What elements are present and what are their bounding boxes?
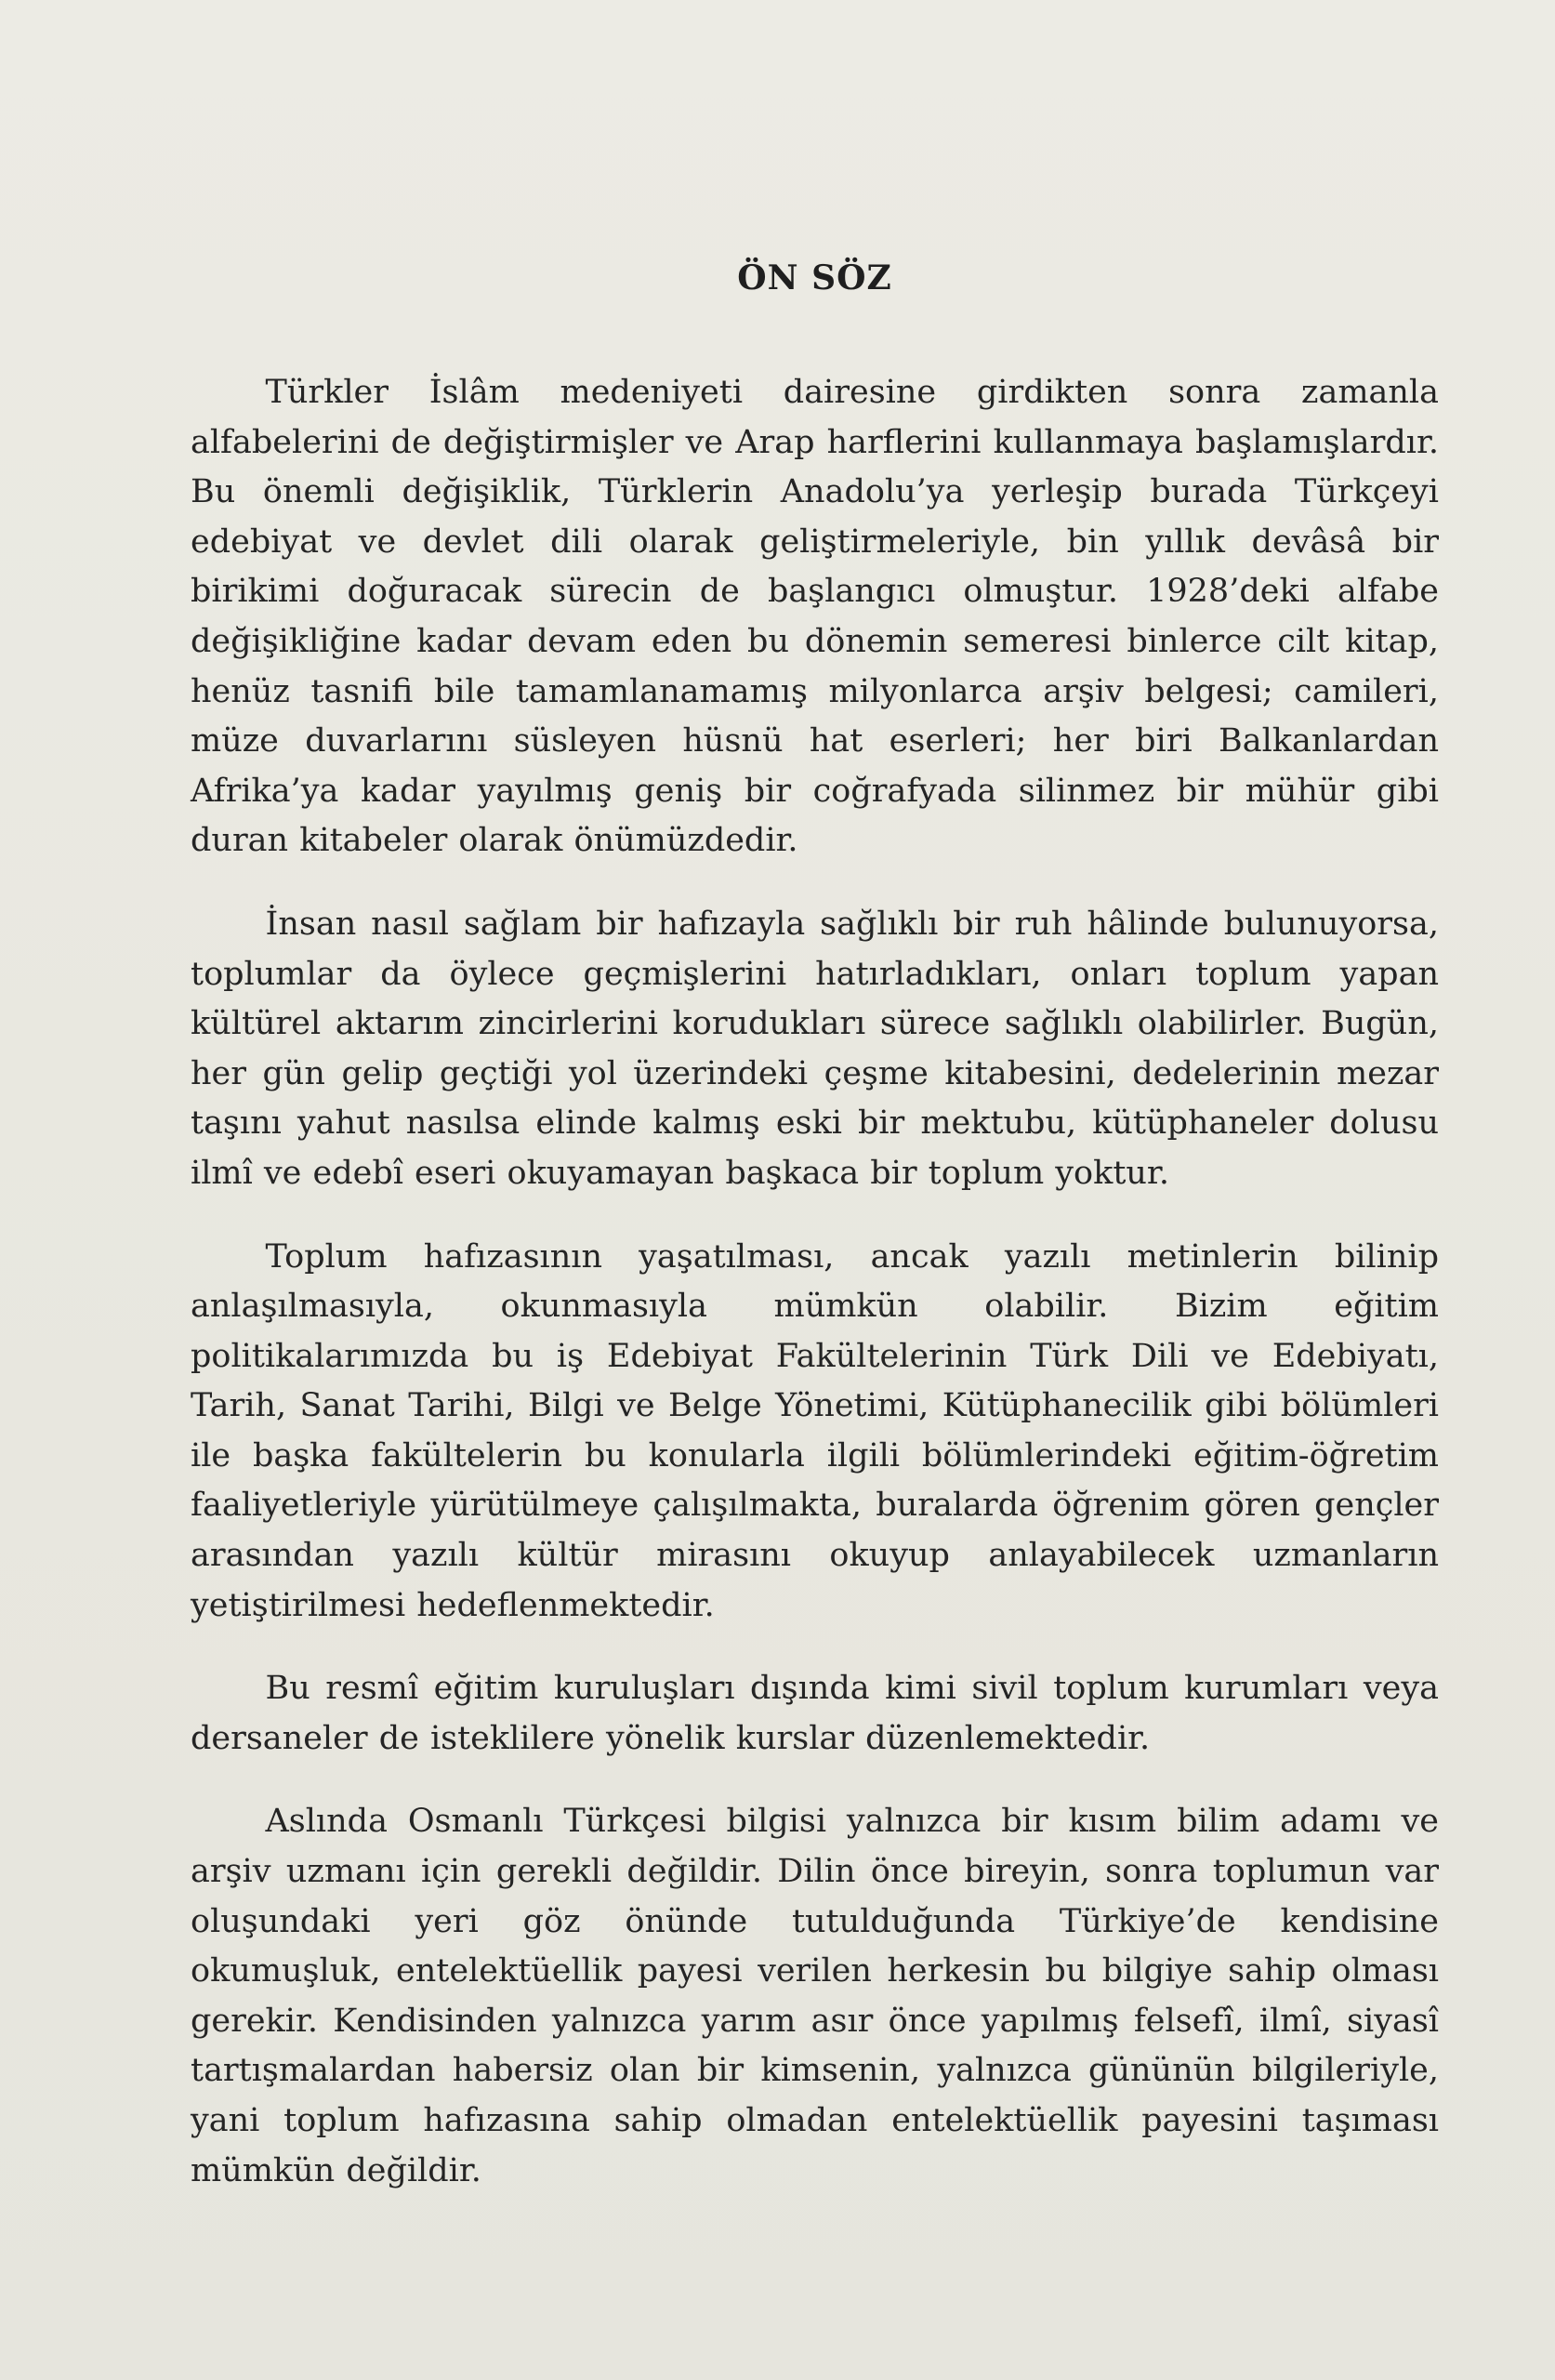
paragraph [191,368,1439,866]
paragraph-text: Türkler İslâm medeniyeti dairesine girdikten sonra zamanla alfabelerini de değiştirmişler ve Arap harflerini kullanmaya başlamışlardır. Bu önemli değişiklik, Türklerin Anadolu’ya yerleşip burada Türkçeyi edebiyat ve devlet dili olarak geliştirmeleriyle, bin yıllık devâsâ bir birikimi doğuracak sürecin de başlangıcı olmuştur. 1928’deki alfabe değişikliğine kadar devam eden bu dönemin semeresi binlerce cilt kitap, henüz tasnifi bile tamamlanamamış milyonlarca arşiv belgesi; camileri, müze duvarlarını süsleyen hüsnü hat eserleri; her biri Balkanlardan Afrika’ya kadar yayılmış geniş bir coğrafyada silinmez bir mühür gibi duran kitabeler olarak önümüzdedir. [191,374,1439,860]
paragraph-text: Aslında Osmanlı Türkçesi bilgisi yalnızca bir kısım bilim adamı ve arşiv uzmanı için gerekli değildir. Dilin önce bireyin, sonra toplumun var oluşundaki yeri göz önünde tutulduğunda Türkiye’de kendisine okumuşluk, entelektüellik payesi verilen herkesin bu bilgiye sahip olması gerekir. Kendisinden yalnızca yarım asır önce yapılmış felsefî, ilmî, siyasî tartışmalardan habersiz olan bir kimsenin, yalnızca gününün bilgileriyle, yani toplum hafızasına sahip olmadan entelektüellik payesini taşıması mümkün değildir. [191,1803,1439,2189]
paragraph [191,1233,1439,1632]
paragraph [191,1797,1439,2196]
paragraph-text: Bu resmî eğitim kuruluşları dışında kimi sivil toplum kurumları veya dersaneler de isteklilere yönelik kurslar düzenlemektedir. [191,1670,1439,1757]
paragraph-text: Toplum hafızasının yaşatılması, ancak yazılı metinlerin bilinip anlaşılmasıyla, okunmasıyla mümkün olabilir. Bizim eğitim politikalarımızda bu iş Edebiyat Fakültelerinin Türk Dili ve Edebiyatı, Tarih, Sanat Tarihi, Bilgi ve Belge Yönetimi, Kütüphanecilik gibi bölümleri ile başka fakültelerin bu konularla ilgili bölümlerindeki eğitim-öğretim faaliyetleriyle yürütülmeye çalışılmakta, buralarda öğrenim gören gençler arasından yazılı kültür mirasını okuyup anlayabilecek uzmanların yetiştirilmesi hedeflenmektedir. [191,1237,1439,1624]
paragraph-text: İnsan nasıl sağlam bir hafızayla sağlıklı bir ruh hâlinde bulunuyorsa, toplumlar da öylece geçmişlerini hatırladıkları, onları toplum yapan kültürel aktarım zincirlerini korudukları sürece sağlıklı olabilirler. Bugün, her gün gelip geçtiği yol üzerindeki çeşme kitabesini, dedelerinin mezar taşını yahut nasılsa elinde kalmış eski bir mektubu, kütüphaneler dolusu ilmî ve edebî eseri okuyamayan başkaca bir toplum yoktur. [191,905,1439,1192]
page-title: ÖN SÖZ [737,258,892,298]
paragraph [191,1664,1439,1764]
page-content [191,258,1439,2229]
paragraph [191,900,1439,1199]
